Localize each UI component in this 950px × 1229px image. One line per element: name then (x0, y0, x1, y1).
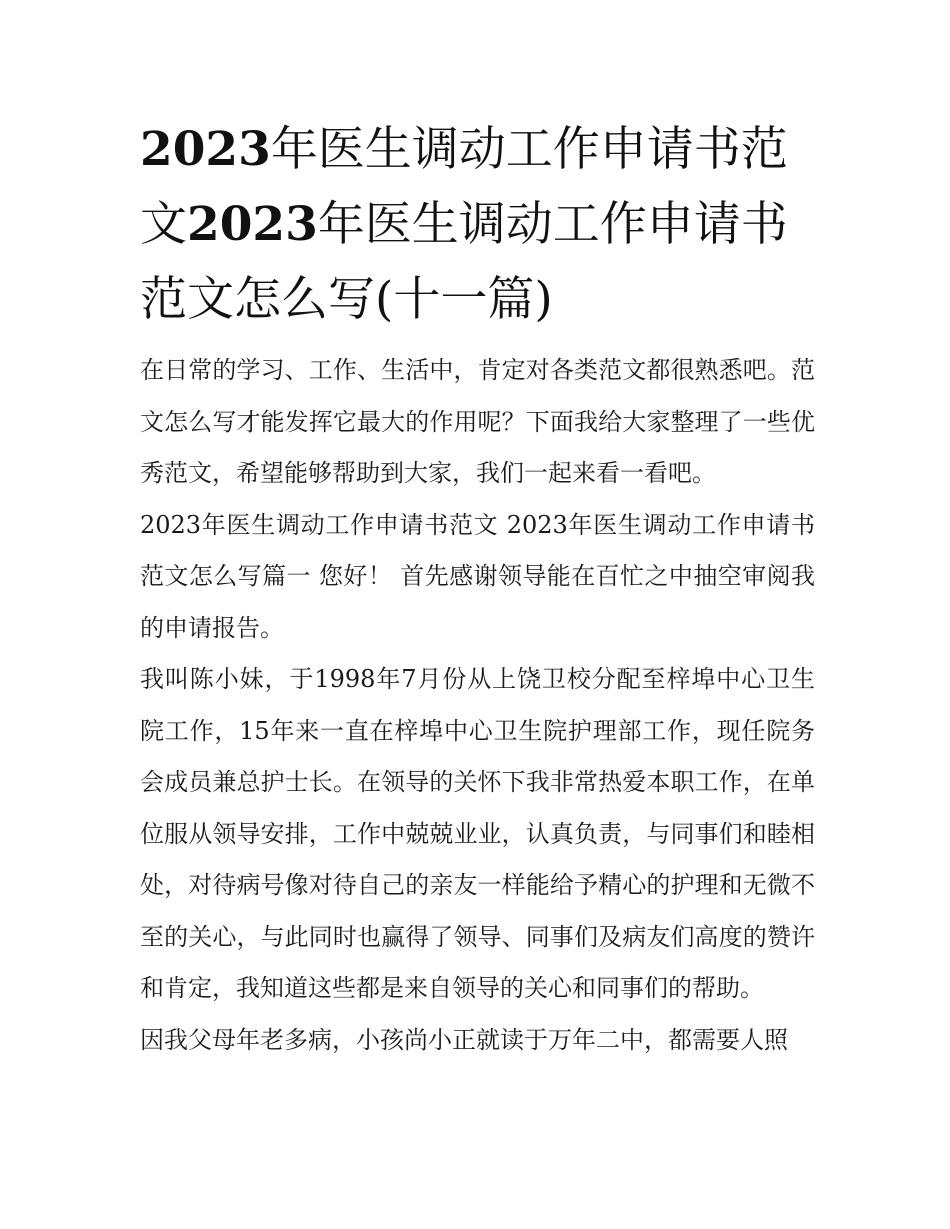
paragraph-reason: 因我父母年老多病，小孩尚小正就读于万年二中，都需要人照 (140, 1025, 788, 1054)
title-year-2: 2023 (187, 197, 318, 252)
title-text-2: 年医生调动工作申请书范文怎么写(十一篇) (140, 197, 788, 327)
paragraph-intro: 在日常的学习、工作、生活中，肯定对各类范文都很熟悉吧。范文怎么写才能发挥它最大的作用呢？下面我给大家整理了一些优秀范文，希望能够帮助到大家，我们一起来看一看吧。 (140, 356, 815, 487)
document-content (140, 112, 815, 1066)
paragraph-greeting: 2023年医生调动工作申请书范文 2023年医生调动工作申请书范文怎么写篇一 您好！ 首先感谢领导能在百忙之中抽空审阅我的申请报告。 (140, 510, 815, 642)
paragraph-background: 我叫陈小妹，于1998年7月份从上饶卫校分配至梓埠中心卫生院工作，15年来一直在梓埠中心卫生院护理部工作，现任院务会成员兼总护士长。在领导的关怀下我非常热爱本职工作，在单位服从领导安排，工作中兢兢业业，认真负责，与同事们和睦相处，对待病号像对待自己的亲友一样能给予精心的护理和无微不至的关心，与此同时也赢得了领导、同事们及病友们高度的赞许和肯定，我知道这些都是来自领导的关心和同事们的帮助。 (140, 665, 815, 1002)
title-text-1: 年医生调动工作申请书范文 (140, 122, 788, 252)
title-year-1: 2023 (140, 122, 271, 177)
document-title (140, 112, 815, 337)
document-body (140, 345, 815, 1066)
